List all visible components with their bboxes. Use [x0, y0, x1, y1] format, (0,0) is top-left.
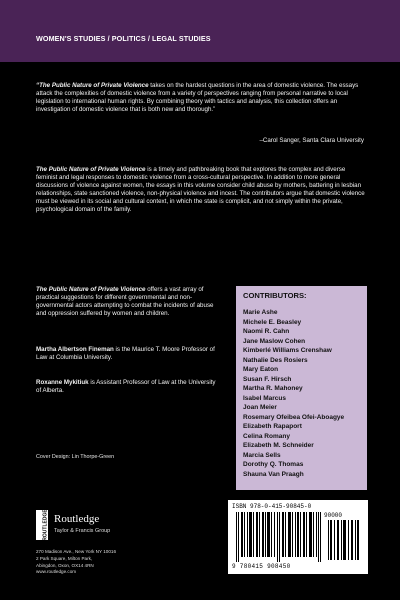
- contributors-heading: CONTRIBUTORS:: [243, 291, 307, 300]
- contributor-name: Joan Meier: [243, 404, 277, 411]
- contributor-name: Elizabeth M. Schneider: [243, 442, 314, 449]
- description-paragraph: [36, 166, 366, 215]
- contributor-name: Shauna Van Praagh: [243, 470, 304, 478]
- contributor-name: Mary Eaton: [243, 366, 279, 373]
- contributor-name: Celina Romany: [243, 432, 290, 440]
- contributor-name: Nathalie Des Rosiers: [243, 356, 308, 364]
- logo-text: ROUTLEDGE: [42, 509, 49, 541]
- review-text: takes on the hardest questions in the area of domestic violence. The essays attack the complexities of domestic violence from a variety of perspectives ranging from personal narrative to local legislation to international human rights. By combining theory with tactics and analysis, this collection offers an investigation of domestic violence that is both new and thorough.”: [36, 82, 359, 114]
- contributor-name: Elizabeth Rapaport: [243, 423, 302, 430]
- contributor-name: Naomi R. Cahn: [243, 328, 290, 335]
- editor-name: Roxanne Mykitiuk: [36, 379, 89, 386]
- practical-text: offers a vast array of practical suggestions for different governmental and non-governmental actors attempting to combat the incidents of abuse and oppression suffered by women and children.: [36, 286, 214, 318]
- address-line: 2 Park Square, Milton Park,: [36, 555, 93, 561]
- contributor-name: Isabel Marcus: [243, 394, 286, 402]
- editor-name: Martha Albertson Fineman: [36, 346, 114, 353]
- contributor-name: Michele E. Beasley: [243, 318, 302, 326]
- routledge-logo-icon: [36, 510, 48, 540]
- contributor-name: Marie Ashe: [243, 309, 278, 316]
- cover-design-credit: Cover Design: Lin Thorpe-Green: [36, 454, 115, 460]
- barcode-icon: [236, 512, 322, 562]
- editor-bio: [36, 346, 221, 362]
- contributor-name: Susan F. Hirsch: [243, 375, 292, 383]
- contributors-list: [243, 308, 360, 479]
- contributor-name: Martha R. Mahoney: [243, 385, 303, 392]
- contributor-name: Dorothy Q. Thomas: [243, 461, 304, 468]
- isbn-label: ISBN 978-0-415-90845-0: [232, 503, 312, 510]
- price-code: 90000: [324, 512, 343, 519]
- address-line: 270 Madison Ave., New York NY 10016: [36, 549, 117, 554]
- addon-barcode-icon: [328, 520, 360, 560]
- publisher-group: Taylor & Francis Group: [54, 528, 111, 534]
- contributor-name: Kimberlé Williams Crenshaw: [243, 347, 332, 354]
- practical-book-title: The Public Nature of Private Violence: [36, 286, 146, 293]
- address-line: www.routledge.com: [36, 569, 77, 575]
- editor-bio: [36, 379, 221, 395]
- ean-number: 9 780415 908450: [232, 563, 291, 570]
- publisher-name: Routledge: [54, 513, 100, 525]
- editor-bio-text: is Assistant Professor of Law at the University of Alberta.: [36, 379, 216, 395]
- header-band: [0, 0, 400, 62]
- barcode-box: [228, 500, 368, 574]
- editor-bio-text: is the Maurice T. Moore Professor of Law at Columbia University.: [36, 346, 215, 362]
- address-line: Abingdon, Oxon, OX14 4RN: [36, 562, 94, 568]
- review-attribution: –Carol Sanger, Santa Clara University: [259, 137, 364, 144]
- publisher-block: [36, 510, 216, 580]
- description-text: is a timely and pathbreaking book that explores the complex and diverse feminist and legal responses to domestic violence from a cross-cultural perspective. In addition to more general discussions of violence against women, the essays in this volume consider child abuse by mothers, battering in lesbian relationships, state sanctioned violence, non-physical violence and incest. The contributors argue that domestic violence must be viewed in its social and cultural context, in which the state is complicit, and not simply within the private, psychological domain of the family.: [36, 166, 365, 214]
- practical-paragraph: [36, 286, 221, 318]
- contributor-name: Rosemary Ofeibea Ofei-Aboagye: [243, 413, 345, 421]
- publisher-address: [36, 549, 116, 576]
- description-book-title: The Public Nature of Private Violence: [36, 166, 146, 173]
- contributor-name: Marcia Sells: [243, 451, 281, 459]
- contributor-name: Jane Maslow Cohen: [243, 337, 306, 345]
- category-label: WOMEN'S STUDIES / POLITICS / LEGAL STUDIES: [36, 34, 211, 43]
- contributors-box: [236, 286, 367, 490]
- review-book-title: “The Public Nature of Private Violence: [36, 82, 149, 89]
- review-quote: [36, 82, 366, 114]
